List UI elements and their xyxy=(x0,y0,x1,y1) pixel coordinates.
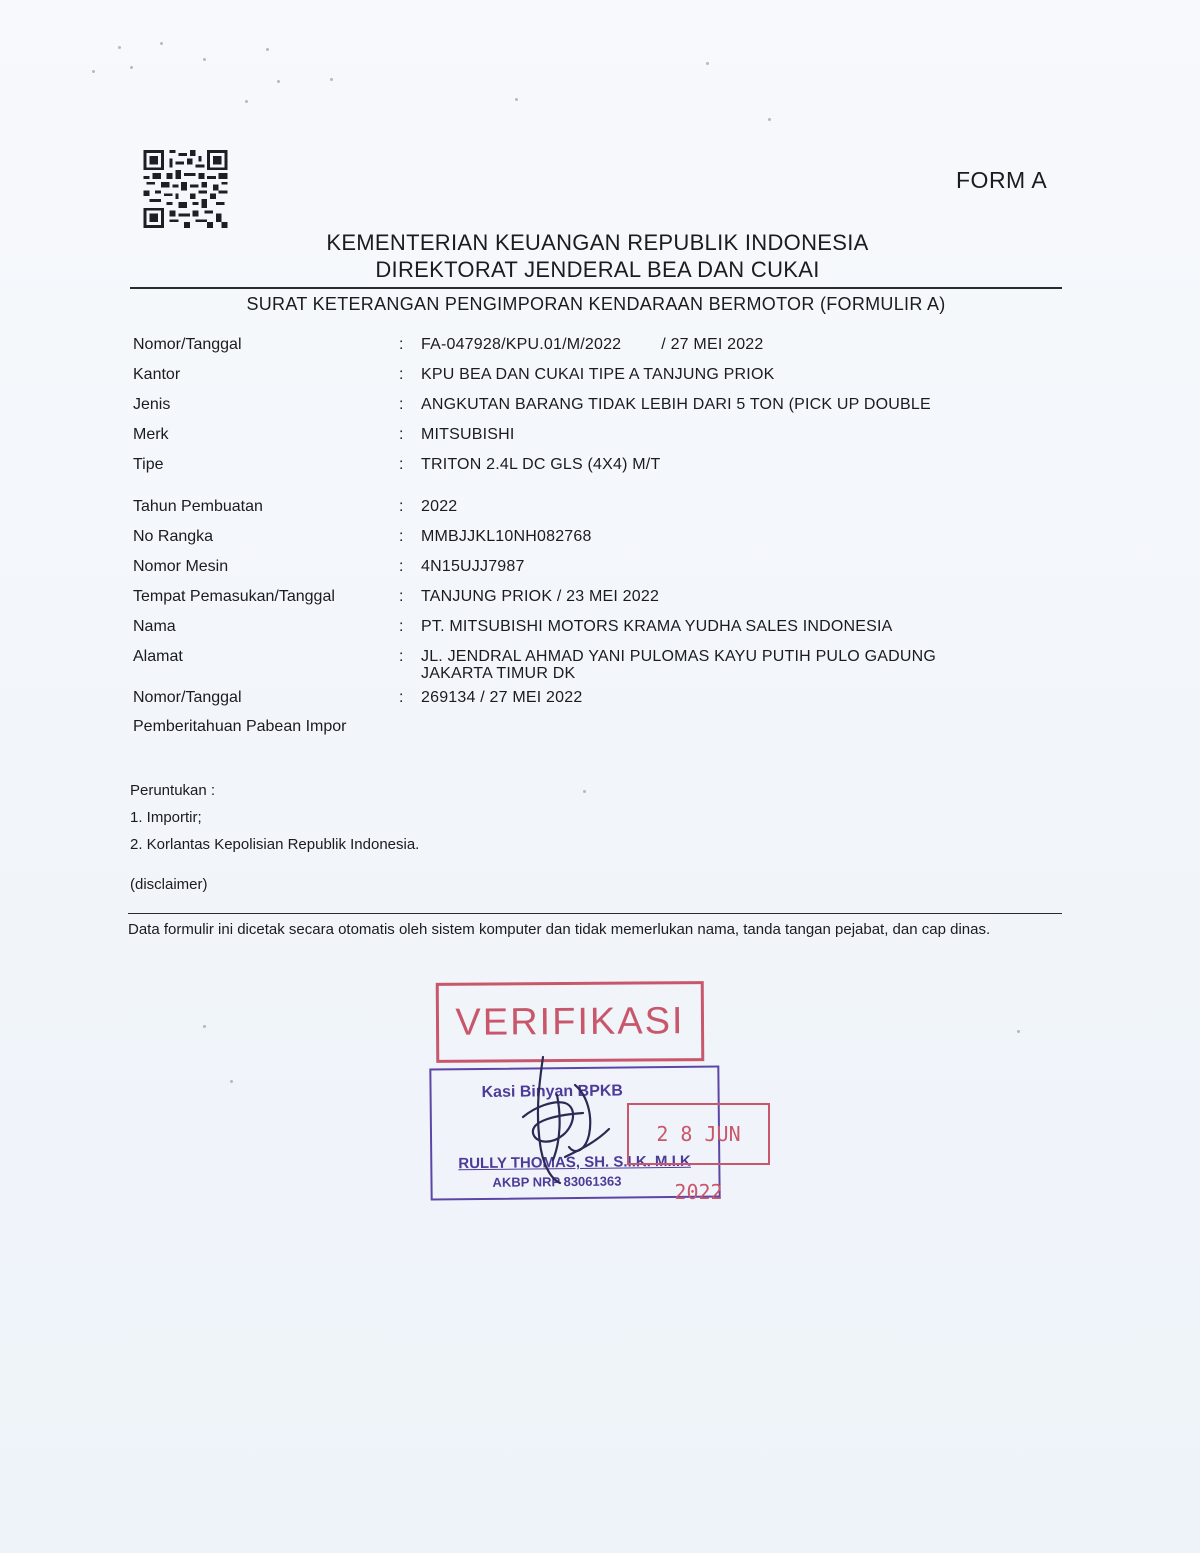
field-value: TANJUNG PRIOK / 23 MEI 2022 xyxy=(421,588,660,605)
field-label: Merk xyxy=(133,426,169,443)
field-value xyxy=(421,647,1061,681)
handwritten-signature xyxy=(505,1055,625,1185)
field-label: No Rangka xyxy=(133,528,214,545)
form-number: FA-047928/KPU.01/M/2022 xyxy=(421,336,622,353)
field-colon: : xyxy=(399,456,404,473)
field-label: Kantor xyxy=(133,366,181,383)
verification-stamp: VERIFIKASI xyxy=(436,981,705,1063)
field-label: Tahun Pembuatan xyxy=(133,498,263,515)
field-label: Nomor Mesin xyxy=(133,558,229,575)
directorate-name: DIREKTORAT JENDERAL BEA DAN CUKAI xyxy=(375,257,820,282)
field-colon: : xyxy=(399,618,404,635)
peruntukan-item: 1. Importir; xyxy=(130,809,202,826)
form-date: / 27 MEI 2022 xyxy=(661,336,764,353)
field-value: MMBJJKL10NH082768 xyxy=(421,528,592,545)
scan-speck xyxy=(330,78,333,81)
label-line-1: Nomor/Tanggal xyxy=(133,689,242,706)
scan-speck xyxy=(277,80,280,83)
disclaimer-text: Data formulir ini dicetak secara otomatis oleh sistem komputer dan tidak memerlukan nama, tanda tangan pejabat, dan cap dinas. xyxy=(128,921,991,938)
field-value: KPU BEA DAN CUKAI TIPE A TANJUNG PRIOK xyxy=(421,366,775,383)
peruntukan-item: 2. Korlantas Kepolisian Republik Indonesia. xyxy=(130,836,420,853)
header-divider xyxy=(130,287,1062,289)
field-value: PT. MITSUBISHI MOTORS KRAMA YUDHA SALES INDONESIA xyxy=(421,618,893,635)
field-value: 2022 xyxy=(421,498,458,515)
scan-speck xyxy=(203,1025,206,1028)
peruntukan-heading: Peruntukan : xyxy=(130,782,216,799)
field-label: Nomor/Tanggal xyxy=(133,336,242,353)
field-label: Tipe xyxy=(133,456,164,473)
field-label: Nama xyxy=(133,618,176,635)
label-line-2: Pemberitahuan Pabean Impor xyxy=(133,718,347,735)
scan-speck xyxy=(515,98,518,101)
field-colon: : xyxy=(399,396,404,413)
scan-speck xyxy=(706,62,709,65)
field-label xyxy=(133,688,395,736)
officer-name: RULLY THOMAS, SH. S.I.K. M.I.K xyxy=(458,1152,691,1173)
scan-speck xyxy=(92,70,95,73)
field-value: 269134 / 27 MEI 2022 xyxy=(421,689,583,706)
field-colon: : xyxy=(399,336,404,353)
field-value: TRITON 2.4L DC GLS (4X4) M/T xyxy=(421,456,661,473)
address-line-1: JL. JENDRAL AHMAD YANI PULOMAS KAYU PUTIH PULO GADUNG xyxy=(421,648,937,665)
document-title: SURAT KETERANGAN PENGIMPORAN KENDARAAN BERMOTOR (FORMULIR A) xyxy=(246,294,946,314)
field-label: Jenis xyxy=(133,396,171,413)
scan-speck xyxy=(118,46,121,49)
field-label: Alamat xyxy=(133,648,183,665)
field-colon: : xyxy=(399,498,404,515)
field-value: ANGKUTAN BARANG TIDAK LEBIH DARI 5 TON (PICK UP DOUBLE xyxy=(421,396,931,413)
scan-speck xyxy=(1017,1030,1020,1033)
scan-speck xyxy=(230,1080,233,1083)
form-code: FORM A xyxy=(956,167,1048,193)
field-value xyxy=(421,335,1061,354)
field-colon: : xyxy=(399,558,404,575)
disclaimer-label: (disclaimer) xyxy=(130,876,208,893)
scan-speck xyxy=(160,42,163,45)
ministry-name: KEMENTERIAN KEUANGAN REPUBLIK INDONESIA xyxy=(326,230,869,255)
field-colon: : xyxy=(399,588,404,605)
scan-speck xyxy=(583,790,586,793)
officer-role: Kasi Binyan BPKB xyxy=(481,1082,624,1101)
field-colon: : xyxy=(399,648,404,665)
scan-speck xyxy=(245,100,248,103)
officer-rank: AKBP NRP 83061363 xyxy=(492,1173,622,1190)
scan-speck xyxy=(266,48,269,51)
field-value: MITSUBISHI xyxy=(421,426,515,443)
field-colon: : xyxy=(399,528,404,545)
disclaimer-divider xyxy=(128,913,1062,914)
address-line-2: JAKARTA TIMUR DK xyxy=(421,665,576,682)
field-colon: : xyxy=(399,689,404,706)
date-stamp: 2 8 JUN 2022 xyxy=(627,1103,770,1165)
field-colon: : xyxy=(399,366,404,383)
issuing-authority xyxy=(180,229,1015,283)
field-colon: : xyxy=(399,426,404,443)
field-label: Tempat Pemasukan/Tanggal xyxy=(133,588,335,605)
scan-speck xyxy=(768,118,771,121)
qr-code-icon xyxy=(143,150,228,228)
scan-speck xyxy=(203,58,206,61)
field-value: 4N15UJJ7987 xyxy=(421,558,525,575)
scan-speck xyxy=(130,66,133,69)
